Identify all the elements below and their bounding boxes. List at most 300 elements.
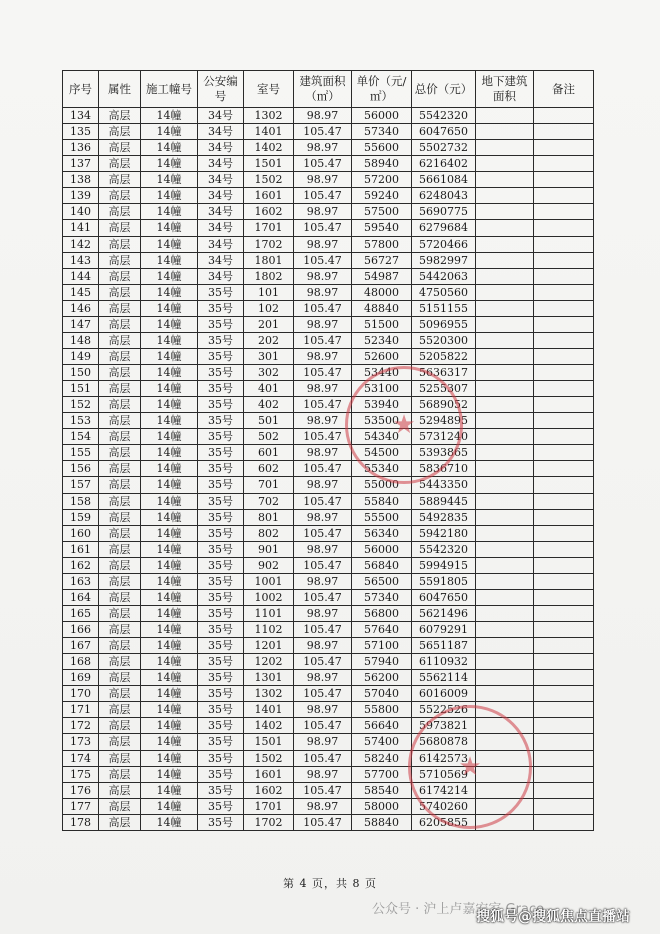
table-cell: 157 [63,477,99,493]
table-cell [534,798,594,814]
table-row [63,605,594,621]
table-cell [534,172,594,188]
table-cell [534,638,594,654]
table-cell [476,477,534,493]
table-cell [534,686,594,702]
table-cell: 35号 [198,413,244,429]
table-cell: 35号 [198,814,244,830]
table-cell: 1602 [244,782,294,798]
table-cell: 高层 [99,734,141,750]
table-cell: 6047650 [412,124,476,140]
table-cell: 14幢 [141,493,198,509]
table-cell: 98.97 [294,445,352,461]
table-cell: 高层 [99,782,141,798]
table-cell: 701 [244,477,294,493]
table-cell [476,348,534,364]
table-cell: 1102 [244,622,294,638]
table-cell: 1402 [244,140,294,156]
table-cell [534,284,594,300]
table-cell: 35号 [198,702,244,718]
source-watermark: 搜狐号@搜狐焦点直播站 [476,909,630,925]
table-cell: 14幢 [141,605,198,621]
table-cell: 35号 [198,734,244,750]
table-cell [534,718,594,734]
table-cell: 高层 [99,766,141,782]
table-cell [476,782,534,798]
table-cell [534,670,594,686]
table-cell: 57700 [352,766,412,782]
table-cell [534,477,594,493]
table-cell [534,124,594,140]
table-cell: 105.47 [294,156,352,172]
table-cell: 5542320 [412,108,476,124]
header-row [63,71,594,108]
table-cell: 55500 [352,509,412,525]
table-cell: 201 [244,316,294,332]
column-header: 室号 [244,71,294,108]
table-cell: 162 [63,557,99,573]
table-cell: 98.97 [294,108,352,124]
table-cell: 901 [244,541,294,557]
table-cell: 401 [244,381,294,397]
table-cell: 5731240 [412,429,476,445]
table-row [63,204,594,220]
table-cell: 35号 [198,397,244,413]
table-cell: 57400 [352,734,412,750]
table-cell [476,509,534,525]
table-cell: 35号 [198,493,244,509]
table-row [63,284,594,300]
column-header: 备注 [534,71,594,108]
table-cell: 48000 [352,284,412,300]
table-cell: 56500 [352,573,412,589]
table-cell: 14幢 [141,108,198,124]
table-cell [476,445,534,461]
table-cell: 54987 [352,268,412,284]
table-cell: 14幢 [141,573,198,589]
table-cell [534,525,594,541]
table-cell: 105.47 [294,782,352,798]
table-row [63,654,594,670]
table-row [63,461,594,477]
table-cell: 14幢 [141,461,198,477]
table-cell: 57640 [352,622,412,638]
table-cell: 145 [63,284,99,300]
table-cell: 158 [63,493,99,509]
table-cell: 6142573 [412,750,476,766]
table-cell: 6279684 [412,220,476,236]
table-cell: 98.97 [294,734,352,750]
table-cell: 105.47 [294,525,352,541]
table-row [63,172,594,188]
table-cell: 35号 [198,638,244,654]
table-cell: 56840 [352,557,412,573]
table-cell: 高层 [99,509,141,525]
table-row [63,525,594,541]
table-cell: 14幢 [141,814,198,830]
table-cell: 173 [63,734,99,750]
table-cell: 58540 [352,782,412,798]
table-cell: 高层 [99,814,141,830]
table-cell: 502 [244,429,294,445]
column-header: 公安编号 [198,71,244,108]
table-cell: 35号 [198,557,244,573]
table-cell: 164 [63,589,99,605]
table-cell: 150 [63,365,99,381]
table-cell: 34号 [198,188,244,204]
table-cell: 902 [244,557,294,573]
table-cell: 1602 [244,204,294,220]
table-cell: 56800 [352,605,412,621]
table-cell: 177 [63,798,99,814]
table-cell: 1702 [244,814,294,830]
table-cell: 138 [63,172,99,188]
official-seal: ★ [408,705,532,829]
table-row [63,750,594,766]
table-cell [476,605,534,621]
table-cell: 34号 [198,156,244,172]
table-row [63,557,594,573]
table-cell: 98.97 [294,381,352,397]
table-cell: 高层 [99,493,141,509]
table-cell: 105.47 [294,557,352,573]
table-cell: 1302 [244,686,294,702]
table-cell [534,236,594,252]
table-cell: 5562114 [412,670,476,686]
table-cell: 1701 [244,798,294,814]
table-cell: 高层 [99,605,141,621]
table-cell [476,172,534,188]
table-cell: 14幢 [141,300,198,316]
table-cell: 98.97 [294,140,352,156]
table-cell: 57200 [352,172,412,188]
table-cell: 98.97 [294,284,352,300]
table-cell: 14幢 [141,750,198,766]
table-cell: 172 [63,718,99,734]
table-cell: 35号 [198,605,244,621]
table-row [63,670,594,686]
table-cell [476,156,534,172]
table-cell: 高层 [99,252,141,268]
table-cell: 35号 [198,766,244,782]
table-cell: 14幢 [141,188,198,204]
table-cell [534,140,594,156]
table-cell: 14幢 [141,204,198,220]
table-cell: 1502 [244,750,294,766]
table-cell: 53100 [352,381,412,397]
table-row [63,365,594,381]
table-cell [534,734,594,750]
table-cell: 高层 [99,654,141,670]
table-cell: 5680878 [412,734,476,750]
column-header: 属性 [99,71,141,108]
table-cell: 6016009 [412,686,476,702]
table-cell [476,252,534,268]
table-cell [534,413,594,429]
table-body [63,108,594,831]
table-cell: 166 [63,622,99,638]
table-cell: 5690775 [412,204,476,220]
table-cell: 1801 [244,252,294,268]
table-cell: 175 [63,766,99,782]
table-cell [476,814,534,830]
table-cell: 141 [63,220,99,236]
table-cell: 5591805 [412,573,476,589]
table-cell: 53440 [352,365,412,381]
table-row [63,589,594,605]
table-cell: 58240 [352,750,412,766]
table-cell [476,413,534,429]
table-cell: 35号 [198,750,244,766]
table-cell: 105.47 [294,252,352,268]
table-cell: 1001 [244,573,294,589]
table-row [63,493,594,509]
table-row [63,188,594,204]
table-cell: 14幢 [141,381,198,397]
table-cell: 702 [244,493,294,509]
table-cell: 34号 [198,220,244,236]
table-cell: 1002 [244,589,294,605]
table-cell: 6174214 [412,782,476,798]
table-cell: 155 [63,445,99,461]
table-cell: 14幢 [141,654,198,670]
table-cell: 55340 [352,461,412,477]
table-cell: 105.47 [294,718,352,734]
table-cell: 14幢 [141,622,198,638]
table-cell [534,750,594,766]
table-cell: 14幢 [141,525,198,541]
table-cell: 402 [244,397,294,413]
table-cell: 5661084 [412,172,476,188]
table-cell: 98.97 [294,413,352,429]
table-cell [534,252,594,268]
table-cell: 5994915 [412,557,476,573]
table-row [63,798,594,814]
table-cell [534,332,594,348]
table-cell [534,220,594,236]
table-cell: 105.47 [294,750,352,766]
table-cell: 14幢 [141,413,198,429]
table-cell: 高层 [99,589,141,605]
table-cell: 57500 [352,204,412,220]
table-row [63,718,594,734]
table-cell: 98.97 [294,204,352,220]
table-cell [476,654,534,670]
table-cell [534,397,594,413]
table-cell [534,622,594,638]
table-cell: 56340 [352,525,412,541]
table-cell: 高层 [99,236,141,252]
table-cell: 5621496 [412,605,476,621]
table-cell: 高层 [99,429,141,445]
table-cell: 5393865 [412,445,476,461]
table-cell: 高层 [99,541,141,557]
table-cell: 801 [244,509,294,525]
table-cell: 1301 [244,670,294,686]
table-cell: 高层 [99,461,141,477]
table-cell: 高层 [99,204,141,220]
table-cell: 58940 [352,156,412,172]
table-cell [534,766,594,782]
table-cell: 高层 [99,124,141,140]
table-cell: 161 [63,541,99,557]
table-cell: 160 [63,525,99,541]
table-cell: 501 [244,413,294,429]
table-cell: 34号 [198,172,244,188]
table-cell: 5740260 [412,798,476,814]
table-cell: 142 [63,236,99,252]
table-cell: 34号 [198,140,244,156]
table-cell [476,316,534,332]
table-row [63,734,594,750]
table-cell: 14幢 [141,220,198,236]
table-cell: 57940 [352,654,412,670]
table-cell: 1101 [244,605,294,621]
table-cell: 134 [63,108,99,124]
table-cell: 56000 [352,108,412,124]
table-cell: 105.47 [294,686,352,702]
table-cell: 137 [63,156,99,172]
table-cell: 1601 [244,766,294,782]
table-cell [534,156,594,172]
table-cell: 163 [63,573,99,589]
table-cell: 98.97 [294,702,352,718]
table-cell: 5255307 [412,381,476,397]
table-row [63,814,594,830]
table-cell [534,348,594,364]
table-row [63,220,594,236]
table-cell: 35号 [198,670,244,686]
table-cell: 6248043 [412,188,476,204]
table-cell: 98.97 [294,477,352,493]
table-cell: 178 [63,814,99,830]
table-cell [476,300,534,316]
table-cell: 5096955 [412,316,476,332]
table-cell: 105.47 [294,397,352,413]
table-cell [476,493,534,509]
column-header: 地下建筑面积 [476,71,534,108]
table-cell: 34号 [198,108,244,124]
table-cell: 136 [63,140,99,156]
table-cell [476,670,534,686]
table-cell: 14幢 [141,670,198,686]
table-cell [476,525,534,541]
table-row [63,332,594,348]
table-cell: 52600 [352,348,412,364]
table-cell: 14幢 [141,284,198,300]
table-cell: 35号 [198,509,244,525]
table-cell: 1802 [244,268,294,284]
column-header: 施工幢号 [141,71,198,108]
table-cell [534,316,594,332]
table-cell: 35号 [198,622,244,638]
table-cell: 14幢 [141,445,198,461]
table-row [63,413,594,429]
table-row [63,397,594,413]
table-cell: 105.47 [294,332,352,348]
table-cell: 35号 [198,718,244,734]
table-cell: 5636317 [412,365,476,381]
table-cell: 159 [63,509,99,525]
table-cell: 35号 [198,525,244,541]
table-cell: 高层 [99,750,141,766]
table-row [63,509,594,525]
table-cell: 高层 [99,686,141,702]
table-cell: 1202 [244,654,294,670]
table-cell: 55000 [352,477,412,493]
table-row [63,782,594,798]
table-cell: 5442063 [412,268,476,284]
table-cell: 105.47 [294,589,352,605]
table-cell: 14幢 [141,397,198,413]
table-cell [476,124,534,140]
table-cell: 55600 [352,140,412,156]
table-cell: 高层 [99,348,141,364]
table-cell [476,557,534,573]
table-cell: 高层 [99,525,141,541]
table-cell: 5294895 [412,413,476,429]
table-cell: 59240 [352,188,412,204]
table-cell: 高层 [99,172,141,188]
table-cell: 98.97 [294,509,352,525]
table-cell: 5689052 [412,397,476,413]
table-row [63,108,594,124]
table-cell: 34号 [198,268,244,284]
table-cell: 34号 [198,252,244,268]
table-cell: 14幢 [141,509,198,525]
table-cell: 34号 [198,236,244,252]
table-cell [476,702,534,718]
table-cell: 98.97 [294,268,352,284]
table-row [63,429,594,445]
table-cell: 105.47 [294,493,352,509]
table-row [63,573,594,589]
table-cell: 高层 [99,284,141,300]
table-row [63,622,594,638]
table-row [63,252,594,268]
table-cell [534,461,594,477]
table-cell: 高层 [99,718,141,734]
table-cell: 6047650 [412,589,476,605]
column-header: 序号 [63,71,99,108]
table-cell: 105.47 [294,220,352,236]
table-cell: 高层 [99,798,141,814]
table-cell: 35号 [198,477,244,493]
table-cell [476,332,534,348]
table-cell: 148 [63,332,99,348]
table-cell: 14幢 [141,252,198,268]
table-cell: 14幢 [141,236,198,252]
table-cell: 56200 [352,670,412,686]
table-cell: 171 [63,702,99,718]
table-row [63,381,594,397]
table-cell: 5520300 [412,332,476,348]
table-cell [476,766,534,782]
table-cell: 105.47 [294,429,352,445]
table-cell: 35号 [198,365,244,381]
table-cell: 98.97 [294,798,352,814]
table-cell [476,188,534,204]
account-watermark: 公众号 · 沪上卢嘉宏家 Grace [372,902,545,917]
table-cell [476,750,534,766]
table-cell: 14幢 [141,782,198,798]
table-cell: 高层 [99,702,141,718]
table-cell [476,108,534,124]
table-cell: 35号 [198,782,244,798]
table-cell: 602 [244,461,294,477]
table-cell: 5651187 [412,638,476,654]
table-cell: 14幢 [141,702,198,718]
